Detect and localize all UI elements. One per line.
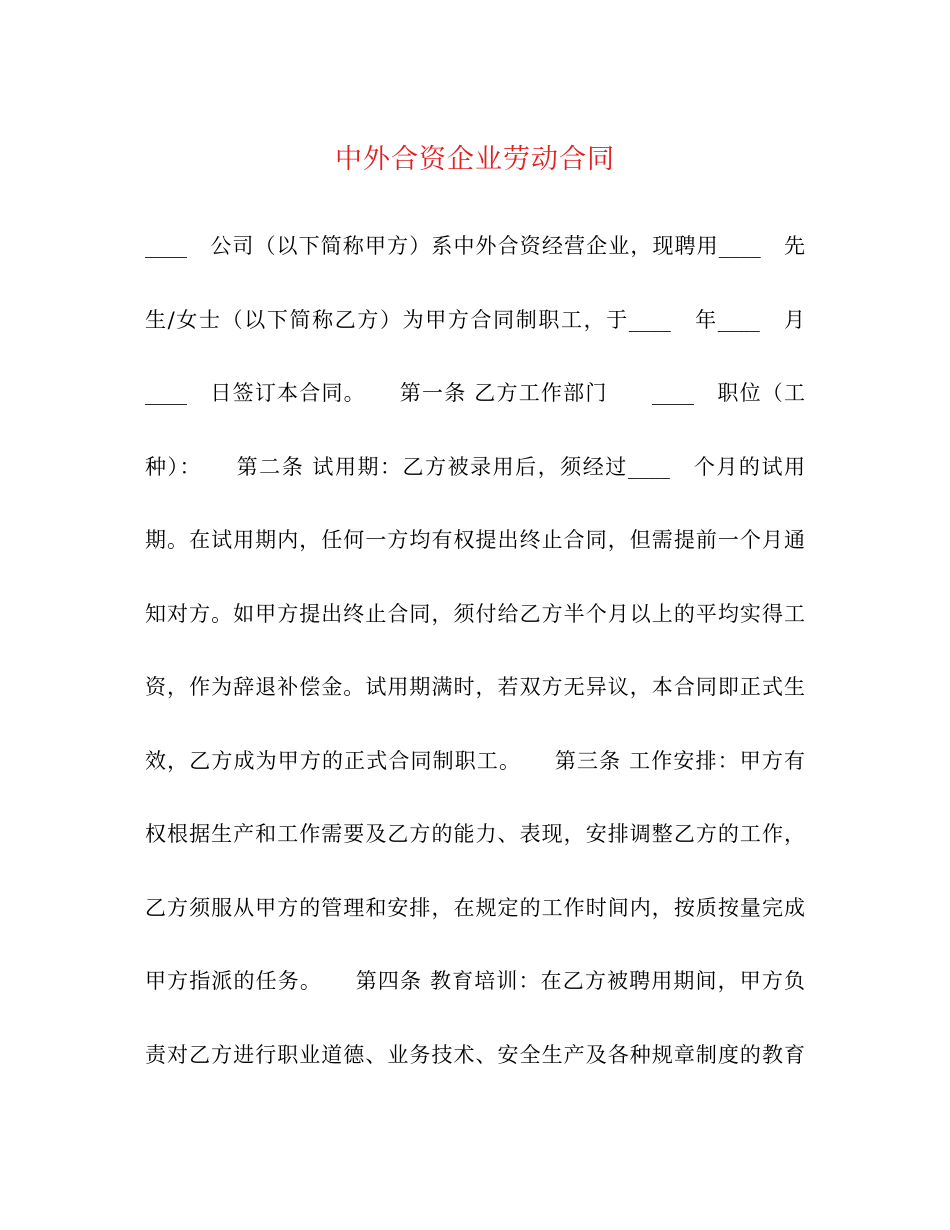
body-line: 种）： 第二条 试用期：乙方被录用后，须经过____ 个月的试用 bbox=[145, 454, 805, 479]
document-title: 中外合资企业劳动合同 bbox=[335, 144, 615, 175]
body-line: 乙方须服从甲方的管理和安排，在规定的工作时间内，按质按量完成 bbox=[145, 895, 805, 920]
body-line: 效，乙方成为甲方的正式合同制职工。 第三条 工作安排：甲方有 bbox=[145, 748, 805, 773]
body-line: 期。在试用期内，任何一方均有权提出终止合同，但需提前一个月通 bbox=[145, 528, 805, 552]
body-line: 知对方。如甲方提出终止合同，须付给乙方半个月以上的平均实得工 bbox=[145, 601, 805, 626]
body-line: ____ 公司（以下简称甲方）系中外合资经营企业，现聘用____ 先 bbox=[145, 234, 805, 258]
body-line: 生/女士（以下简称乙方）为甲方合同制职工，于____ 年____ 月 bbox=[145, 307, 805, 332]
body-line: 权根据生产和工作需要及乙方的能力、表现，安排调整乙方的工作， bbox=[145, 822, 805, 846]
body-line: 责对乙方进行职业道德、业务技术、安全生产及各种规章制度的教育 bbox=[145, 1042, 805, 1067]
body-line: 甲方指派的任务。 第四条 教育培训：在乙方被聘用期间，甲方负 bbox=[145, 969, 805, 993]
document-body bbox=[145, 226, 805, 1108]
body-line: 资，作为辞退补偿金。试用期满时，若双方无异议，本合同即正式生 bbox=[145, 675, 805, 699]
body-line: ____ 日签订本合同。 第一条 乙方工作部门 ____ 职位（工 bbox=[145, 381, 805, 405]
